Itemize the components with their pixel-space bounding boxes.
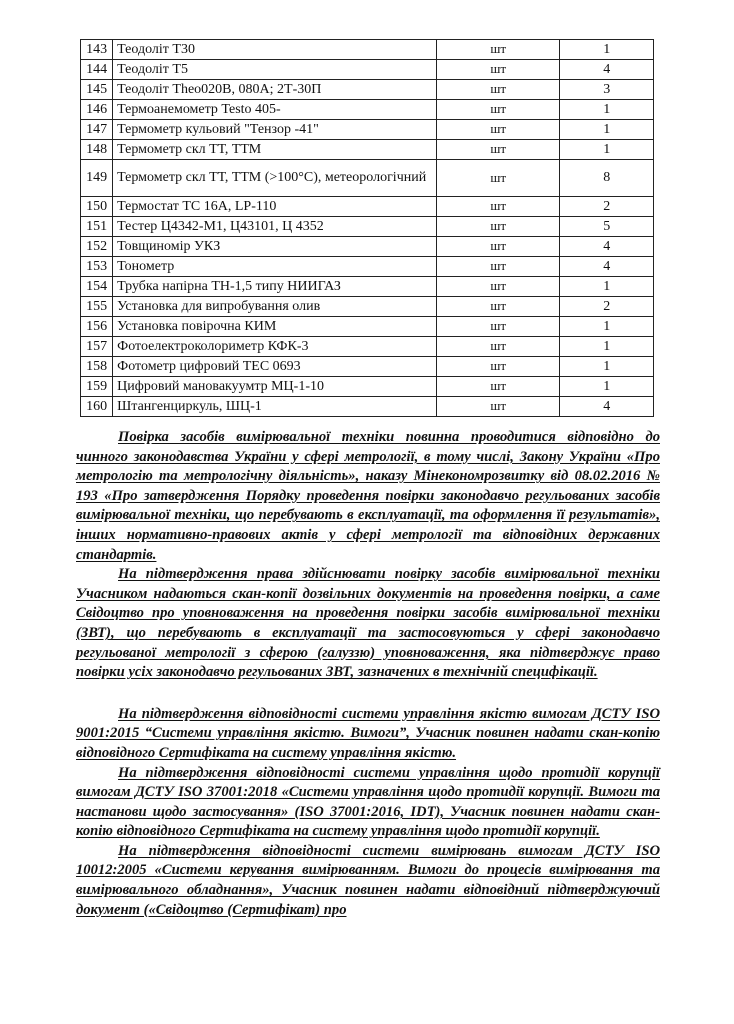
item-quantity: 1 <box>560 357 654 377</box>
item-quantity: 4 <box>560 257 654 277</box>
item-name: Установка для випробування олив <box>113 297 437 317</box>
equipment-table-body <box>81 40 654 417</box>
item-quantity: 1 <box>560 100 654 120</box>
paragraph-iso-37001: На підтвердження відповідності системи управління щодо протидії корупції вимогам ДСТУ ISO 37001:2018 «Системи управління щодо протидії корупції. Вимоги та настанови щодо застосування» (ISO 37001:2016, IDT), Учасник повинен надати скан-копію відповідного Сертифіката на систему управління щодо протидії корупції. <box>76 764 660 840</box>
table-row <box>81 197 654 217</box>
row-number: 145 <box>81 80 113 100</box>
item-quantity: 1 <box>560 277 654 297</box>
item-quantity: 1 <box>560 120 654 140</box>
item-quantity: 1 <box>560 337 654 357</box>
item-unit: шт <box>436 297 560 317</box>
item-quantity: 1 <box>560 140 654 160</box>
paragraph-gap <box>76 683 660 705</box>
item-unit: шт <box>436 40 560 60</box>
item-unit: шт <box>436 197 560 217</box>
row-number: 158 <box>81 357 113 377</box>
item-name: Термометр кульовий "Тензор -41" <box>113 120 437 140</box>
item-name: Термоанемометр Testo 405- <box>113 100 437 120</box>
item-quantity: 4 <box>560 397 654 417</box>
table-row <box>81 40 654 60</box>
requirements-text <box>76 428 660 920</box>
item-name: Теодоліт Theo020B, 080А; 2Т-30П <box>113 80 437 100</box>
item-name: Теодоліт Т5 <box>113 60 437 80</box>
row-number: 144 <box>81 60 113 80</box>
row-number: 159 <box>81 377 113 397</box>
item-name: Термометр скл ТТ, ТТМ (>100°С), метеорологічний <box>113 160 437 197</box>
row-number: 154 <box>81 277 113 297</box>
row-number: 153 <box>81 257 113 277</box>
item-unit: шт <box>436 237 560 257</box>
row-number: 148 <box>81 140 113 160</box>
item-quantity: 4 <box>560 237 654 257</box>
table-row <box>81 217 654 237</box>
table-row <box>81 277 654 297</box>
row-number: 155 <box>81 297 113 317</box>
item-unit: шт <box>436 277 560 297</box>
row-number: 150 <box>81 197 113 217</box>
item-quantity: 8 <box>560 160 654 197</box>
item-quantity: 4 <box>560 60 654 80</box>
item-name: Тестер Ц4342-М1, Ц43101, Ц 4352 <box>113 217 437 237</box>
table-row <box>81 257 654 277</box>
item-unit: шт <box>436 100 560 120</box>
paragraph-iso-9001: На підтвердження відповідності системи управління якістю вимогам ДСТУ ISO 9001:2015 “Системи управління якістю. Вимоги”, Учасник повинен надати скан-копію відповідного Сертифіката на систему управління якістю. <box>76 705 660 761</box>
table-row <box>81 60 654 80</box>
item-name: Теодоліт Т30 <box>113 40 437 60</box>
row-number: 147 <box>81 120 113 140</box>
table-row <box>81 140 654 160</box>
item-quantity: 2 <box>560 297 654 317</box>
table-row <box>81 377 654 397</box>
row-number: 146 <box>81 100 113 120</box>
item-name: Трубка напірна ТН-1,5 типу НИИГАЗ <box>113 277 437 297</box>
table-row <box>81 357 654 377</box>
item-name: Фотометр цифровий ТЕС 0693 <box>113 357 437 377</box>
item-name: Штангенциркуль, ШЦ-1 <box>113 397 437 417</box>
row-number: 151 <box>81 217 113 237</box>
row-number: 143 <box>81 40 113 60</box>
item-unit: шт <box>436 140 560 160</box>
item-unit: шт <box>436 120 560 140</box>
paragraph-verification-rights: На підтвердження права здійснювати повірку засобів вимірювальної техніки Учасником надаються скан-копії дозвільних документів на проведення повірки, а саме Свідоцтво про уповноваження на проведення повірки засобів вимірювальної техніки (ЗВТ), що перебувають в експлуатації та застосовуються у сфері законодавчо регульованої метрології з сферою (галуззю) уповноваження, яка підтверджує право повірки усіх законодавчо регульованих ЗВТ, зазначених в технічній специфікації. <box>76 566 660 681</box>
item-unit: шт <box>436 377 560 397</box>
table-row <box>81 237 654 257</box>
item-name: Термостат ТС 16А, LP-110 <box>113 197 437 217</box>
item-name: Товщиномір УКЗ <box>113 237 437 257</box>
item-unit: шт <box>436 160 560 197</box>
row-number: 149 <box>81 160 113 197</box>
row-number: 152 <box>81 237 113 257</box>
paragraph-iso-10012: На підтвердження відповідності системи вимірювань вимогам ДСТУ ISO 10012:2005 «Системи керування вимірюванням. Вимоги до процесів вимірювання та вимірювального обладнання», Учасник повинен надати відповідний підтверджуючий документ («Свідоцтво (Сертифікат) про <box>76 842 660 918</box>
item-name: Термометр скл ТТ, ТТМ <box>113 140 437 160</box>
item-name: Установка повірочна КИМ <box>113 317 437 337</box>
table-row <box>81 397 654 417</box>
item-quantity: 1 <box>560 317 654 337</box>
item-unit: шт <box>436 60 560 80</box>
row-number: 156 <box>81 317 113 337</box>
table-row <box>81 80 654 100</box>
item-unit: шт <box>436 337 560 357</box>
paragraph-verification-law: Повірка засобів вимірювальної техніки повинна проводитися відповідно до чинного законодавства України у сфері метрології, в тому числі, Закону України «Про метрологію та метрологічну діяльність», наказу Мінекономрозвитку від 08.02.2016 № 193 «Про затвердження Порядку проведення повірки законодавчо регульованих засобів вимірювальної техніки, що перебувають в експлуатації, та оформлення її результатів», інших нормативно-правових актів у сфері метрології та відповідних державних стандартів. <box>76 429 660 563</box>
item-quantity: 3 <box>560 80 654 100</box>
equipment-table <box>80 39 654 417</box>
item-unit: шт <box>436 397 560 417</box>
table-row <box>81 297 654 317</box>
table-row <box>81 120 654 140</box>
table-row <box>81 317 654 337</box>
row-number: 160 <box>81 397 113 417</box>
row-number: 157 <box>81 337 113 357</box>
item-quantity: 1 <box>560 377 654 397</box>
item-name: Тонометр <box>113 257 437 277</box>
table-row <box>81 337 654 357</box>
item-quantity: 2 <box>560 197 654 217</box>
item-quantity: 1 <box>560 40 654 60</box>
item-unit: шт <box>436 317 560 337</box>
item-quantity: 5 <box>560 217 654 237</box>
table-row <box>81 160 654 197</box>
item-name: Цифровий мановакуумтр МЦ-1-10 <box>113 377 437 397</box>
item-unit: шт <box>436 80 560 100</box>
item-unit: шт <box>436 257 560 277</box>
item-name: Фотоелектроколориметр КФК-3 <box>113 337 437 357</box>
table-row <box>81 100 654 120</box>
item-unit: шт <box>436 217 560 237</box>
item-unit: шт <box>436 357 560 377</box>
